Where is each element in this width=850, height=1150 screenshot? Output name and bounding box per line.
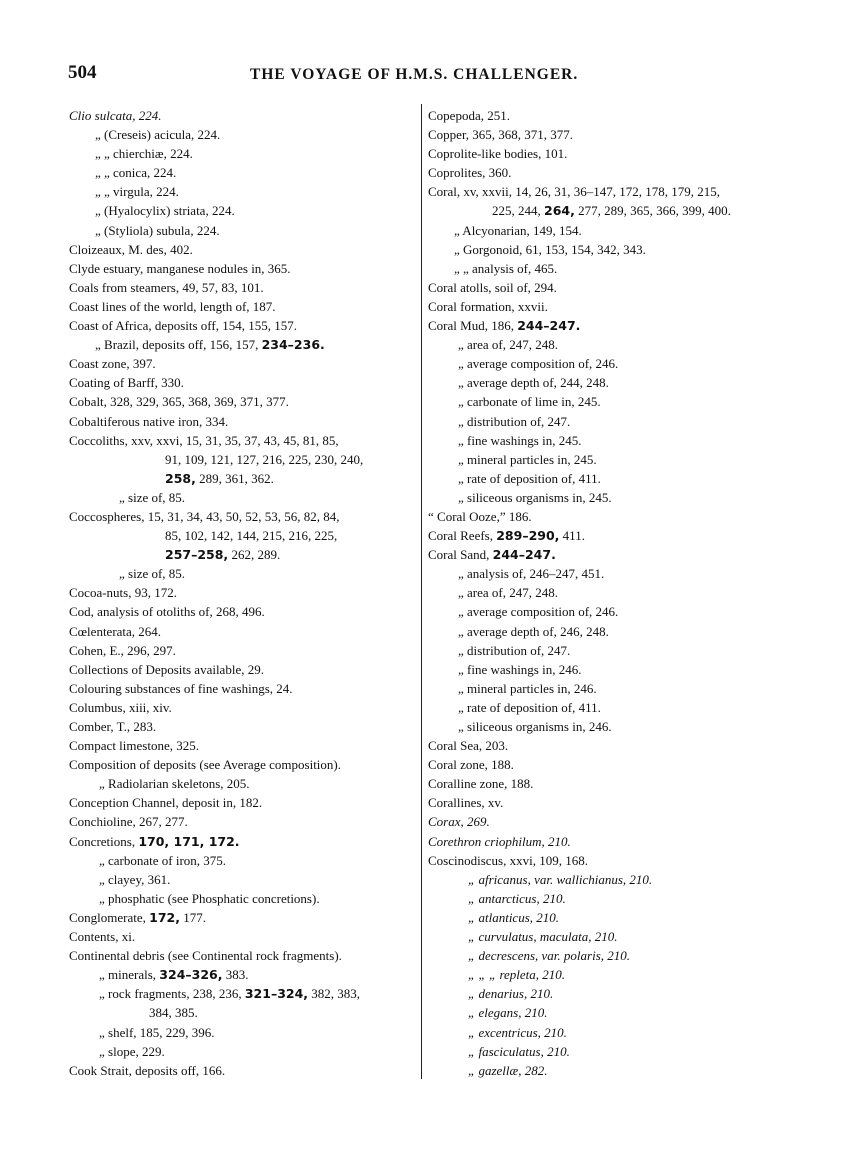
index-entry: [428, 316, 818, 335]
index-entry: „ area of, 247, 248.: [458, 585, 558, 601]
index-entry: „ distribution of, 247.: [458, 642, 571, 658]
index-entry-continuation: 384, 385.: [149, 1005, 198, 1021]
index-entry: Clio sulcata, 224.: [69, 108, 162, 123]
index-entry: Coprolite-like bodies, 101.: [428, 146, 568, 162]
index-entry-text: Coral Mud, 186,: [428, 318, 514, 334]
index-entry: „ average composition of, 246.: [458, 604, 619, 620]
index-entry: „ carbonate of iron, 375.: [99, 852, 227, 868]
index-entry: Coral Sea, 203.: [428, 738, 509, 754]
index-entry-text: 225, 244,: [492, 203, 541, 219]
index-entry: „ antarcticus, 210.: [468, 890, 566, 906]
index-entry: Coral formation, xxvii.: [428, 298, 548, 314]
index-entry: Copepoda, 251.: [428, 108, 510, 123]
index-entry-text: Coral Sand,: [428, 547, 490, 563]
index-entry: „ average depth of, 246, 248.: [458, 623, 609, 639]
index-entry: Coscinodiscus, xxvi, 109, 168.: [428, 852, 588, 868]
index-entry: „ gazellæ, 282.: [468, 1062, 548, 1078]
index-entry: Coating of Barff, 330.: [69, 375, 184, 391]
index-entry: Cocoa-nuts, 93, 172.: [69, 585, 177, 601]
index-entry: Coral, xv, xxvii, 14, 26, 31, 36–147, 172, 178, 179, 215,: [428, 184, 721, 200]
index-entry: Continental debris (see Continental rock fragments).: [69, 948, 342, 964]
index-entry: „ Alcyonarian, 149, 154.: [454, 222, 582, 238]
index-entry-text: „ minerals,: [99, 967, 157, 983]
index-entry: „ siliceous organisms in, 245.: [458, 489, 612, 505]
index-entry: „ area of, 247, 248.: [458, 337, 558, 353]
index-entry: Coccoliths, xxv, xxvi, 15, 31, 35, 37, 43, 45, 81, 85,: [69, 432, 339, 448]
index-bold-ref: 234–236.: [261, 337, 325, 353]
index-entry: „ elegans, 210.: [468, 1005, 548, 1021]
index-entry: „ fine washings in, 246.: [458, 661, 582, 677]
index-entry: Composition of deposits (see Average composition).: [69, 757, 341, 773]
index-entry: „ siliceous organisms in, 246.: [458, 719, 612, 734]
index-entry: „ Radiolarian skeletons, 205.: [99, 776, 250, 792]
index-entry: „ „ virgula, 224.: [95, 184, 179, 200]
index-entry: Conception Channel, deposit in, 182.: [69, 795, 263, 811]
index-entry: „ size of, 85.: [119, 566, 186, 582]
index-entry: „ rate of deposition of, 411.: [458, 470, 601, 486]
index-entry: „ (Hyalocylix) striata, 224.: [95, 203, 235, 219]
column-divider: [421, 104, 422, 1079]
index-entry-text: 289, 361, 362.: [199, 470, 274, 486]
index-entry: Compact limestone, 325.: [69, 738, 199, 754]
index-entry: Coast lines of the world, length of, 187.: [69, 298, 276, 314]
index-bold-ref: 257–258,: [165, 547, 229, 563]
index-entry: Comber, T., 283.: [69, 719, 157, 734]
index-entry: „ analysis of, 246–247, 451.: [458, 566, 605, 582]
index-entry: „ africanus, var. wallichianus, 210.: [468, 871, 653, 887]
index-entry: Cœlenterata, 264.: [69, 623, 162, 639]
index-entry: Contents, xi.: [69, 929, 136, 945]
index-entry: Clyde estuary, manganese nodules in, 365.: [69, 260, 291, 276]
index-entry: Cobalt, 328, 329, 365, 368, 369, 371, 377.: [69, 394, 289, 410]
index-entry: Cloizeaux, M. des, 402.: [69, 241, 193, 257]
index-entry: „ (Styliola) subula, 224.: [95, 222, 220, 238]
index-entry: „ atlanticus, 210.: [468, 909, 560, 925]
index-entry: Coprolites, 360.: [428, 165, 512, 181]
index-entry: Colouring substances of fine washings, 24.: [69, 680, 293, 696]
index-entry-text: Conglomerate,: [69, 909, 146, 925]
index-entry: [69, 908, 419, 927]
index-entry: „ distribution of, 247.: [458, 413, 571, 429]
index-entry: Coral atolls, soil of, 294.: [428, 279, 557, 295]
index-entry: „ decrescens, var. polaris, 210.: [468, 948, 631, 964]
index-bold-ref: 170, 171, 172.: [138, 833, 240, 849]
index-entry-text: Concretions,: [69, 833, 136, 849]
index-entry: „ excentricus, 210.: [468, 1024, 567, 1040]
index-bold-ref: 244–247.: [492, 547, 556, 563]
index-entry: Coals from steamers, 49, 57, 83, 101.: [69, 279, 264, 295]
index-entry-text: 382, 383,: [311, 986, 361, 1002]
index-entry-text: „ rock fragments, 238, 236,: [99, 986, 242, 1002]
index-entry-continuation: 85, 102, 142, 144, 215, 216, 225,: [165, 528, 338, 544]
index-entry: „ mineral particles in, 246.: [458, 680, 597, 696]
index-entry: Copper, 365, 368, 371, 377.: [428, 127, 573, 143]
index-entry: Coast zone, 397.: [69, 356, 156, 372]
index-entry: [69, 965, 419, 984]
index-bold-ref: 172,: [149, 909, 180, 925]
index-entry: Corax, 269.: [428, 814, 490, 830]
index-entry: „ slope, 229.: [99, 1043, 165, 1059]
index-entry-text: 383.: [225, 967, 249, 983]
index-entry-text: 262, 289.: [231, 547, 281, 563]
index-entry: Cod, analysis of otoliths of, 268, 496.: [69, 604, 265, 620]
index-entry: „ denarius, 210.: [468, 986, 554, 1002]
index-entry: Collections of Deposits available, 29.: [69, 661, 264, 677]
index-entry: Coral zone, 188.: [428, 757, 514, 773]
index-entry-continuation: 91, 109, 121, 127, 216, 225, 230, 240,: [165, 451, 364, 467]
index-entry: „ clayey, 361.: [99, 871, 171, 887]
index-bold-ref: 324–326,: [159, 967, 223, 983]
index-entry: Cook Strait, deposits off, 166.: [69, 1062, 226, 1078]
index-entry: Cobaltiferous native iron, 334.: [69, 413, 229, 429]
index-entry-continuation: [69, 469, 419, 488]
page-number: 504: [68, 62, 97, 83]
index-entry: Cohen, E., 296, 297.: [69, 642, 176, 658]
index-entry: Columbus, xiii, xiv.: [69, 699, 172, 715]
index-entry: [69, 832, 419, 851]
index-bold-ref: 321–324,: [244, 986, 309, 1002]
index-entry: „ fasciculatus, 210.: [468, 1043, 570, 1059]
index-entry: „ size of, 85.: [119, 489, 186, 505]
index-column-left: [69, 106, 419, 1080]
index-entry-text: 177.: [183, 909, 206, 925]
index-entry: [69, 984, 419, 1003]
index-entry: „ „ conica, 224.: [95, 165, 177, 181]
index-entry: „ „ „ repleta, 210.: [468, 967, 566, 983]
index-entry: [69, 335, 419, 354]
index-entry: „ shelf, 185, 229, 396.: [99, 1024, 215, 1040]
index-entry: Corethron criophilum, 210.: [428, 833, 571, 849]
index-entry: „ average depth of, 244, 248.: [458, 375, 609, 391]
index-entry: [428, 526, 818, 545]
index-entry: „ Gorgonoid, 61, 153, 154, 342, 343.: [454, 241, 646, 257]
index-bold-ref: 289–290,: [496, 528, 560, 544]
index-bold-ref: 244–247.: [517, 318, 581, 334]
index-entry: „ (Creseis) acicula, 224.: [95, 127, 221, 143]
index-column-right: [428, 106, 818, 1080]
index-bold-ref: 264,: [544, 203, 575, 219]
index-entry: „ mineral particles in, 245.: [458, 451, 597, 467]
running-title: THE VOYAGE OF H.M.S. CHALLENGER.: [250, 66, 579, 83]
index-entry: „ phosphatic (see Phosphatic concretions).: [99, 890, 320, 906]
index-entry: Coast of Africa, deposits off, 154, 155, 157.: [69, 318, 297, 334]
index-entry: „ „ chierchiæ, 224.: [95, 146, 193, 162]
index-entry: [428, 545, 818, 564]
index-entry: „ rate of deposition of, 411.: [458, 699, 601, 715]
index-entry-text: Coral Reefs,: [428, 528, 493, 544]
index-entry: „ „ analysis of, 465.: [454, 260, 558, 276]
index-entry: „ curvulatus, maculata, 210.: [468, 929, 618, 945]
index-entry: Corallines, xv.: [428, 795, 504, 811]
index-bold-ref: 258,: [165, 470, 196, 486]
index-entry: “ Coral Ooze,” 186.: [428, 508, 532, 524]
index-entry: „ average composition of, 246.: [458, 356, 619, 372]
index-entry: Coralline zone, 188.: [428, 776, 534, 792]
index-entry-text: 277, 289, 365, 366, 399, 400.: [578, 203, 731, 219]
index-entry-continuation: [428, 201, 818, 220]
index-entry: „ carbonate of lime in, 245.: [458, 394, 601, 410]
index-entry: Coccospheres, 15, 31, 34, 43, 50, 52, 53, 56, 82, 84,: [69, 508, 340, 524]
index-entry-text: „ Brazil, deposits off, 156, 157,: [95, 337, 259, 353]
index-entry-text: 411.: [562, 528, 585, 544]
index-entry-continuation: [69, 545, 419, 564]
index-entry: Conchioline, 267, 277.: [69, 814, 188, 830]
index-entry: „ fine washings in, 245.: [458, 432, 582, 448]
